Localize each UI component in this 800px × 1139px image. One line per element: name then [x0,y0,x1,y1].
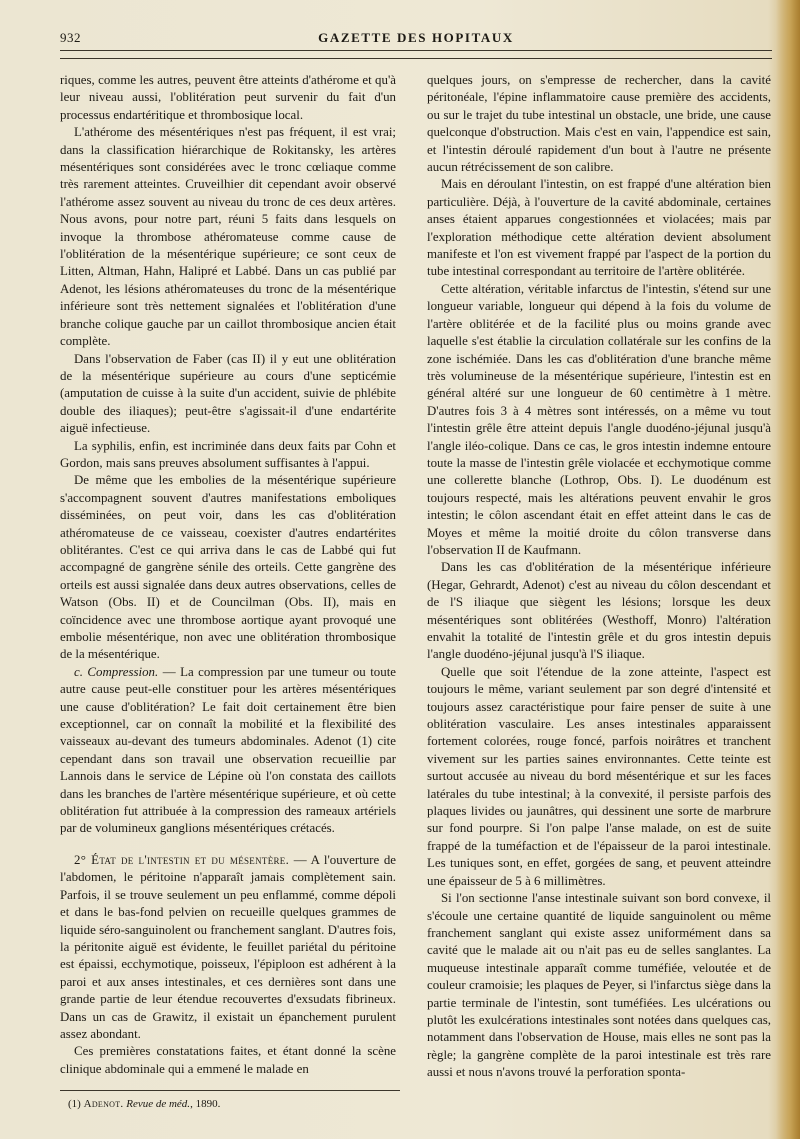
footnote-year: , 1890. [190,1098,221,1110]
page-number: 932 [60,30,81,45]
paragraph: Cette altération, véritable infarctus de l'intestin, s'étend sur une longueur variable, longueur qui dépend à la fois du volume de l'artère oblitérée et de la facilité plus ou moins grande avec laquelle s'est établie la circulation collatérale sur les confins de la zone ischémiée. Dans les cas d'oblitération d'une branche même très volumineuse de la mésentérique supérieure, l'intestin est en général altéré sur une longueur de 60 centimètre à 1 mètre. D'autres fois 3 à 4 mètres sont intéressés, on a même vu tout l'intestin grêle être atteint depuis l'angle duodéno-jéjunal jusqu'à l'angle iléo-colique. Dans ce cas, le gros intestin indemne entoure toute la masse de l'intestin grêle violacée et ecchymotique comme une collerette blanche (Lothrop, Obs. I). Le duodénum est toujours respecté, mais les altérations peuvent envahir le gros intestin; le côlon ascendant était en effet atteint dans le cas de Moyes et même la moitié droite du côlon transverse dans l'observation II de Kaufmann. [427,281,771,557]
paragraph-section-intestin: 2° État de l'intestin et du mésentère. — A l'ouverture de l'abdomen, le péritoine n'apparaît jamais complètement sain. Parfois, il se trouve seulement un peu enflammé, comme dépoli et dans le bas-fond pelvien on recueille quelques grammes de liquide séro-sanguinolent ou franchement sanglant. D'autres fois, la péritonite aiguë est évidente, le feuillet pariétal du péritoine est épaissi, ecchymotique, poisseux, l'épiploon est adhérent à la paroi et aux anses intestinales, et ces dernières sont dans une grande partie de leur étendue recouvertes d'exsudats fibrineux. Dans un cas de Grawitz, il existait un épanchement purulent assez abondant. [60,852,396,1041]
paragraph: Ces premières constatations faites, et étant donné la scène clinique abdominale qui a emmené le malade en [60,1044,396,1076]
paragraph: quelques jours, on s'empresse de rechercher, dans la cavité péritonéale, l'épine inflammatoire cause première des accidents, ou sur le trajet du tube intestinal un obstacle, une bride, une cause quelconque d'obstruction. Mais c'est en vain, l'appendice est sain, et l'intestin déroulé rapidement d'un bout à l'autre ne présente aucun rétrécissement de son calibre. [427,73,771,175]
paragraph: Mais en déroulant l'intestin, on est frappé d'une altération bien particulière. Déjà, à l'ouverture de la cavité abdominale, certaines anses étaient apparues congestionnées et violacées; mais par l'exploration méthodique cette altération devient absolument manifeste et l'on est vivement frappé par l'aspect de la portion du tube intestinal correspondant au territoire de l'artère oblitérée. [427,177,771,279]
paragraph: La syphilis, enfin, est incriminée dans deux faits par Cohn et Gordon, mais sans preuves absolument suffisantes à l'appui. [60,438,396,470]
paragraph: Si l'on sectionne l'anse intestinale suivant son bord convexe, il s'écoule une certaine quantité de liquide sanguinolent ou même franchement sanglant qui existe assez uniformément dans sa cavité que le malade ait ou n'ait pas eu de selles sanglantes. La muqueuse intestinale apparaît comme tuméfiée, veloutée et de couleur cramoisie; les plaques de Peyer, si l'infarctus siège dans la partie terminale de l'intestin, sont tuméfiées. Les ulcérations ou plutôt les exulcérations intestinales sont notées dans quelques cas, notamment dans l'observation de House, mais elles ne sont pas la règle; la gangrène complète de la paroi intestinale est très rare aussi et nous n'avons trouvé la perforation sponta- [427,891,771,1080]
paragraph: L'athérome des mésentériques n'est pas fréquent, il est vrai; dans la classification hiérarchique de Rokitansky, les artères mésentériques sont considérées avec le tronc cœliaque comme très rarement atteintes. Cruveilhier dit cependant avoir observé l'athérome assez souvent au niveau du tronc de ces deux artères. Nous avons, pour notre part, réuni 5 faits dans lesquels on invoque la thrombose athéromateuse comme cause de l'oblitération de la mésentérique supérieure; ce sont ceux de Litten, Altman, Hahn, Halipré et Labbé. Dans un cas publié par Adenot, les lésions athéromateuses du tronc de la mésentérique inférieure sont très nettement signalées et l'oblitération d'une branche colique gauche par un caillot thrombosique ancien était complète. [60,125,396,349]
footnote-author: Adenot. [83,1098,124,1110]
footnote-rule [60,1090,400,1091]
footnote [68,1098,398,1110]
footnote-marker: (1) [68,1098,81,1110]
inline-section-label: c. Compression. [74,664,159,679]
paragraph: Dans l'observation de Faber (cas II) il y eut une oblitération de la mésentérique supérieure au cours d'une septicémie (amputation de cuisse à la suite d'un accident, suivie de phlébite double des iliaques); peut-être s'agissait-il d'une endartérite aiguë infectieuse. [60,351,396,436]
header-rule-thin [60,50,772,51]
paragraph: Dans les cas d'oblitération de la mésentérique inférieure (Hegar, Gehrardt, Adenot) c'est au niveau du côlon descendant et de l'S iliaque que siègent les lésions; lorsque les deux mésentériques sont oblitérées (Westhoff, Monro) l'altération envahit la totalité de l'intestin grêle et du gros intestin depuis l'angle duodéno-jéjunal jusqu'à l'S iliaque. [427,560,771,662]
header-rule-thick [60,58,772,59]
page-edge-discoloration [776,0,800,1139]
paragraph: riques, comme les autres, peuvent être atteints d'athérome et qu'à leur niveau aussi, l'oblitération peut survenir du fait d'un processus endartéritique et thrombosique local. [60,73,396,122]
journal-title: GAZETTE DES HOPITAUX [318,30,514,45]
right-column [427,72,771,1102]
footnote-source: Revue de méd. [126,1098,191,1110]
paragraph-compression: c. Compression. — La compression par une tumeur ou toute autre cause peut-elle constituer pour les artères mésentériques une cause d'oblitération? Le fait doit certainement être bien exceptionnel, car on connaît la mobilité et la flexibilité des vaisseaux au-devant des tumeurs abdominales. Adenot (1) cite cependant dans son travail une observation recueillie par Lannois dans le service de Lépine où l'on constata des caillots dans les branches de l'artère mésentérique supérieure, et où cette oblitération fut attribuée à la compression des rameaux artériels par de volumineux ganglions mésentériques crétacés. [60,664,396,836]
inline-section-label: 2° État de l'intestin et du mésentère. [74,852,290,867]
left-column [60,72,396,1102]
page-header [60,30,772,52]
paragraph: De même que les embolies de la mésentérique supérieure s'accompagnent souvent d'autres manifestations emboliques disséminées, on peut voir, dans les cas d'oblitération athéromateuse de ce vaisseau, coexister d'autres endartérites oblitérantes. C'est ce qui arriva dans le cas de Labbé qui fut accompagné de gangrène sénile des orteils. Cette gangrène des orteils est aussi signalée dans deux autres observations, celles de Watson (Obs. II) et de Councilman (Obs. II), mais en coïncidence avec une thrombose aortique ayant provoqué une embolie mésentérique, non avec une oblitération thrombosique de la mésentérique. [60,473,396,662]
paragraph: Quelle que soit l'étendue de la zone atteinte, l'aspect est toujours le même, variant seulement par son degré d'intensité et toujours assez caractéristique pour faire penser de suite à une oblitération vasculaire. Les anses intestinales apparaissent fortement colorées, rouge foncé, parfois noirâtres et tranchent vivement sur les parties saines environnantes. Cette teinte est surtout accusée au niveau du bord mésentérique et sur les faces latérales du tube intestinal; à la convexité, il persiste parfois des plaques livides ou jaunâtres, qui dessinent une sorte de marbrure sur fond pourpre. Si l'on palpe l'anse malade, on est de suite frappé de la tuméfaction et de l'épaisseur de la paroi intestinale. Les tuniques sont, en effet, gorgées de sang, et peuvent atteindre une épaisseur de 5 à 6 millimètres. [427,664,771,888]
